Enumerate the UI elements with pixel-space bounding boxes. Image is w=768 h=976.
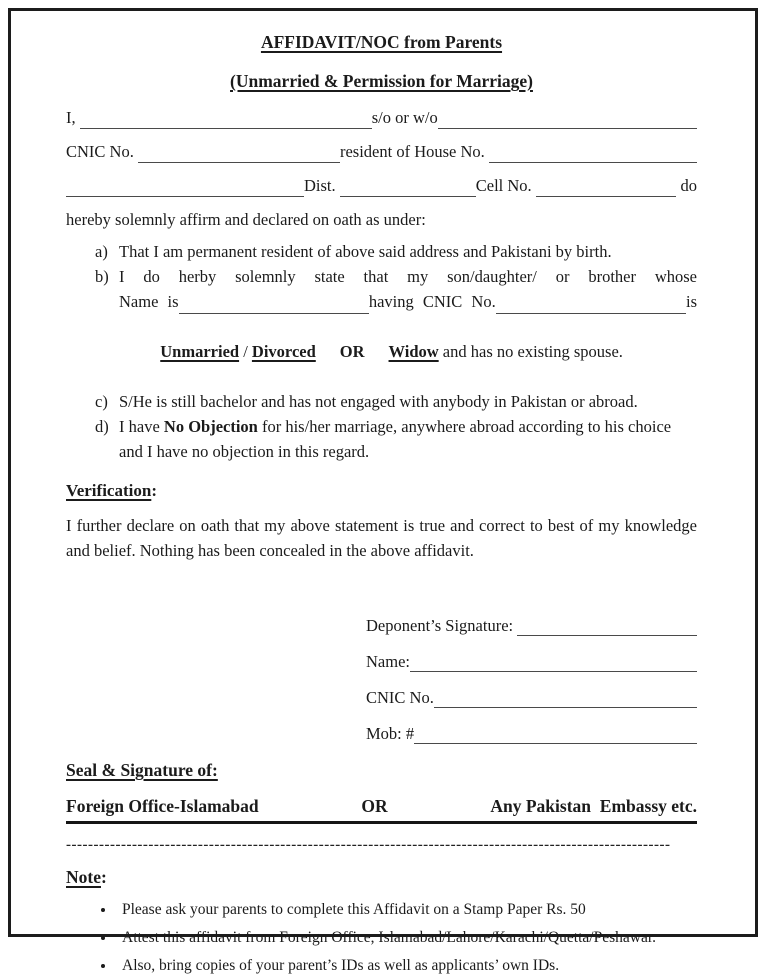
seal-heading-text: Seal & Signature of:	[66, 760, 218, 780]
parent-name-blank	[438, 113, 697, 129]
sig-cnic-blank	[434, 692, 697, 708]
clause-a-marker: a)	[95, 239, 119, 264]
intro-line-2	[66, 141, 697, 163]
name-row	[366, 651, 697, 672]
page-subtitle	[66, 70, 697, 92]
verification-heading	[66, 479, 697, 502]
note-item: • Attest this affidavit from Foreign Office, Islamabad/Lahore/Karachi/Quetta/Peshawar.	[116, 928, 697, 948]
clause-d-marker: d)	[95, 414, 119, 464]
sig-cnic-label: CNIC No.	[366, 687, 434, 708]
clause-b	[95, 264, 697, 389]
widow-option: Widow	[389, 342, 439, 361]
dist-blank	[340, 181, 476, 197]
house-no-blank	[489, 147, 697, 163]
name-blank	[410, 656, 697, 672]
clause-b-line2	[119, 289, 697, 314]
i-label: I,	[66, 107, 80, 129]
clause-b-marker: b)	[95, 264, 119, 389]
note-colon: :	[101, 867, 107, 887]
resident-label: resident of House No.	[340, 141, 489, 163]
clause-d-body	[119, 414, 697, 464]
clause-d	[95, 414, 697, 464]
mobile-row	[366, 723, 697, 744]
note-item: • Please ask your parents to complete this Affidavit on a Stamp Paper Rs. 50	[116, 900, 697, 920]
verification-colon: :	[151, 481, 157, 500]
deponent-signature-label: Deponent’s Signature:	[366, 615, 517, 636]
page-subtitle-text: (Unmarried & Permission for Marriage)	[230, 71, 533, 91]
clause-b-line1: I do herby solemnly state that my son/daughter/ or brother whose	[119, 264, 697, 289]
note-item: • Also, bring copies of your parent’s IDs as well as applicants’ own IDs.	[116, 956, 697, 976]
child-cnic-blank	[496, 298, 686, 314]
clause-b-body	[119, 264, 697, 389]
or-word: OR	[340, 342, 365, 361]
cnic-label: CNIC No.	[66, 141, 138, 163]
deponent-name-blank	[80, 113, 372, 129]
cnic-row	[366, 687, 697, 708]
dashed-divider: --------------------------------------------------------------------------------------------------------------	[66, 835, 697, 855]
unmarried-option: Unmarried	[160, 342, 239, 361]
no-objection-phrase: No Objection	[164, 417, 258, 436]
page-title-text: AFFIDAVIT/NOC from Parents	[261, 32, 502, 52]
signature-block	[366, 615, 697, 744]
cell-label: Cell No.	[476, 175, 536, 197]
address-blank	[66, 181, 304, 197]
mobile-label: Mob: #	[366, 723, 414, 744]
intro-line-1	[66, 107, 697, 129]
clause-b-line3	[119, 314, 697, 389]
name-is-label: Name is	[119, 289, 179, 314]
clause-b-tail: and has no existing spouse.	[439, 342, 623, 361]
clause-list	[95, 239, 697, 464]
note-list	[66, 900, 697, 976]
dist-label: Dist.	[304, 175, 340, 197]
note-heading	[66, 866, 697, 889]
cnic-blank	[138, 147, 340, 163]
clause-d-lead: I have	[119, 417, 164, 436]
intro-line-3	[66, 175, 697, 197]
clause-c	[95, 389, 697, 414]
clause-d-tail: for his/her marriage, anywhere abroad according to his choice and I have no objection in this regard.	[119, 417, 671, 461]
seal-heading	[66, 759, 697, 782]
cell-no-blank	[536, 181, 677, 197]
is-word: is	[686, 289, 697, 314]
do-word: do	[676, 175, 697, 197]
so-wo-label: s/o or w/o	[372, 107, 438, 129]
page-title	[66, 31, 697, 53]
seal-or-word: OR	[361, 795, 387, 818]
name-label: Name:	[366, 651, 410, 672]
affidavit-page	[8, 8, 758, 937]
note-heading-text: Note	[66, 867, 101, 887]
seal-options-row	[66, 795, 697, 824]
embassy-option: Any Pakistan Embassy etc.	[490, 795, 697, 818]
divorced-option: Divorced	[252, 342, 316, 361]
clause-c-marker: c)	[95, 389, 119, 414]
clause-c-text: S/He is still bachelor and has not engaged with anybody in Pakistan or abroad.	[119, 389, 697, 414]
foreign-office-option: Foreign Office-Islamabad	[66, 795, 259, 818]
mobile-blank	[414, 728, 697, 744]
deponent-signature-row	[366, 615, 697, 636]
having-cnic-label: having CNIC No.	[369, 289, 496, 314]
verification-body: I further declare on oath that my above statement is true and correct to best of my knowledge and belief. Nothing has been concealed in the above affidavit.	[66, 513, 697, 563]
child-name-blank	[179, 298, 369, 314]
affirm-line: hereby solemnly affirm and declared on oath as under:	[66, 209, 697, 231]
clause-a-text: That I am permanent resident of above said address and Pakistani by birth.	[119, 239, 697, 264]
slash-separator: /	[239, 342, 252, 361]
clause-a	[95, 239, 697, 264]
deponent-signature-blank	[517, 620, 697, 636]
verification-heading-text: Verification	[66, 481, 151, 500]
